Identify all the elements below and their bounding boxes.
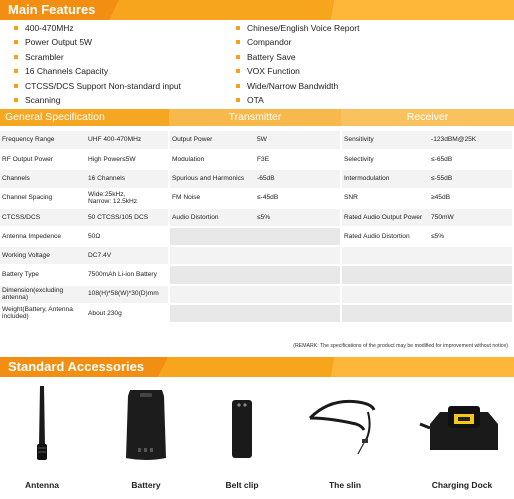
bullet-icon: [14, 69, 18, 73]
receiver-spec-value: [429, 285, 512, 304]
general-spec-value: DC7.4V: [86, 246, 169, 265]
accessory-belt-clip: [196, 380, 288, 495]
general-spec-label: Working Voltage: [0, 246, 86, 265]
features-list: [0, 22, 514, 105]
bullet-icon: [14, 98, 18, 102]
transmitter-spec-value: ≤-45dB: [255, 189, 341, 208]
receiver-spec-label: [341, 265, 429, 284]
receiver-spec-value: ≤-55dB: [429, 169, 512, 188]
receiver-spec-label: Rated Audio Distortion: [341, 227, 429, 246]
bullet-icon: [14, 55, 18, 59]
bullet-icon: [14, 84, 18, 88]
transmitter-spec-label: Audio Distortion: [169, 208, 255, 227]
transmitter-spec-label: [169, 304, 255, 323]
general-spec-label: CTCSS/DCS: [0, 208, 86, 227]
transmitter-spec-value: F3E: [255, 150, 341, 169]
spec-row: [0, 304, 512, 323]
transmitter-spec-value: ≤5%: [255, 208, 341, 227]
spec-row: [0, 169, 512, 188]
receiver-spec-label: SNR: [341, 189, 429, 208]
charging-dock-icon: [410, 384, 514, 462]
bullet-icon: [236, 26, 240, 30]
accessory-label: Charging Dock: [431, 480, 493, 490]
transmitter-header: Transmitter: [169, 109, 341, 126]
receiver-spec-value: ≤5%: [429, 227, 512, 246]
transmitter-spec-label: FM Noise: [169, 189, 255, 208]
spec-row: [0, 246, 512, 265]
receiver-spec-label: Selectivity: [341, 150, 429, 169]
transmitter-spec-value: 5W: [255, 131, 341, 150]
spec-row: [0, 131, 512, 150]
bullet-icon: [236, 55, 240, 59]
accessory-lanyard: [300, 380, 390, 495]
spec-header-row: [0, 109, 514, 126]
general-spec-value: High Power≤5W: [86, 150, 169, 169]
accessories-row: [0, 380, 514, 495]
transmitter-spec-label: Spurious and Harmonics: [169, 169, 255, 188]
accessory-label: Battery: [131, 480, 161, 490]
transmitter-spec-value: [255, 246, 341, 265]
main-features-banner: [0, 0, 514, 20]
receiver-spec-value: 750mW: [429, 208, 512, 227]
spec-row: [0, 208, 512, 227]
feature-label: Chinese/English Voice Report: [247, 23, 360, 33]
spec-row: [0, 227, 512, 246]
accessories-banner: [0, 357, 514, 377]
receiver-spec-label: Rated Audio Output Power: [341, 208, 429, 227]
feature-label: Scanning: [25, 95, 61, 105]
receiver-spec-value: -123dBM@25K: [429, 131, 512, 150]
general-spec-header: General Specification: [0, 109, 169, 126]
feature-label: VOX Function: [247, 66, 300, 77]
receiver-spec-label: [341, 285, 429, 304]
bullet-icon: [14, 40, 18, 44]
general-spec-label: RF Output Power: [0, 150, 86, 169]
accessories-title: Standard Accessories: [0, 357, 158, 377]
bullet-icon: [236, 40, 240, 44]
feature-label: Scrambler: [25, 51, 64, 62]
accessory-battery: [100, 380, 192, 495]
bullet-icon: [236, 84, 240, 88]
transmitter-spec-label: [169, 285, 255, 304]
receiver-spec-value: [429, 246, 512, 265]
transmitter-spec-value: -65dB: [255, 169, 341, 188]
transmitter-spec-label: [169, 246, 255, 265]
transmitter-spec-value: [255, 265, 341, 284]
battery-icon: [100, 384, 192, 462]
feature-label: Compandor: [247, 37, 292, 48]
feature-label: OTA: [247, 95, 264, 105]
general-spec-value: Wide:25kHz, Narrow: 12.5kHz: [86, 189, 169, 208]
antenna-icon: [0, 384, 84, 462]
general-spec-label: Antenna Impedence: [0, 227, 86, 246]
transmitter-spec-label: [169, 227, 255, 246]
banner-stripe: [314, 357, 514, 377]
general-spec-label: Channel Spacing: [0, 189, 86, 208]
general-spec-value: 50Ω: [86, 227, 169, 246]
general-spec-value: About 230g: [86, 304, 169, 323]
receiver-header: Receiver: [341, 109, 514, 126]
transmitter-spec-value: [255, 285, 341, 304]
general-spec-label: Dimension(excluding antenna): [0, 285, 86, 304]
lanyard-icon: [300, 384, 390, 462]
accessory-label: Antenna: [25, 480, 59, 490]
accessory-charging-dock: [410, 380, 514, 495]
spec-row: [0, 189, 512, 208]
general-spec-value: 50 CTCSS/105 DCS: [86, 208, 169, 227]
receiver-spec-value: ≤-65dB: [429, 150, 512, 169]
general-spec-label: Frequency Range: [0, 131, 86, 150]
general-spec-value: UHF 400-470MHz: [86, 131, 169, 150]
bullet-icon: [236, 69, 240, 73]
belt-clip-icon: [196, 384, 288, 462]
receiver-spec-label: [341, 246, 429, 265]
banner-stripe: [314, 0, 514, 20]
receiver-spec-value: [429, 304, 512, 323]
accessory-label: Belt clip: [225, 480, 259, 490]
accessory-label: The slin: [328, 480, 362, 490]
receiver-spec-label: Intermodulation: [341, 169, 429, 188]
receiver-spec-label: Sensitivity: [341, 131, 429, 150]
general-spec-value: 16 Channels: [86, 169, 169, 188]
general-spec-label: Weight(Battery, Antenna included): [0, 304, 86, 323]
bullet-icon: [14, 26, 18, 30]
transmitter-spec-label: Output Power: [169, 131, 255, 150]
receiver-spec-label: [341, 304, 429, 323]
bullet-icon: [236, 98, 240, 102]
feature-label: Battery Save: [247, 51, 296, 62]
accessory-antenna: [0, 380, 84, 495]
general-spec-label: Channels: [0, 169, 86, 188]
feature-label: CTCSS/DCS Support Non-standard input: [25, 80, 181, 91]
spec-row: [0, 285, 512, 304]
receiver-spec-value: [429, 265, 512, 284]
general-spec-value: 7500mAh Li-ion Battery: [86, 265, 169, 284]
transmitter-spec-value: [255, 304, 341, 323]
feature-label: Wide/Narrow Bandwidth: [247, 80, 339, 91]
transmitter-spec-value: [255, 227, 341, 246]
spec-row: [0, 150, 512, 169]
receiver-spec-value: ≥45dB: [429, 189, 512, 208]
main-features-title: Main Features: [0, 0, 109, 20]
spec-table: [0, 131, 512, 324]
feature-label: 400-470MHz: [25, 23, 74, 33]
feature-label: 16 Channels Capacity: [25, 66, 109, 77]
remark-note: (REMARK: The specifications of the product may be modified for improvement without notice): [293, 343, 508, 349]
general-spec-value: 108(H)*58(W)*30(D)mm: [86, 285, 169, 304]
feature-label: Power Output 5W: [25, 37, 93, 48]
transmitter-spec-label: Modulation: [169, 150, 255, 169]
spec-row: [0, 265, 512, 284]
transmitter-spec-label: [169, 265, 255, 284]
general-spec-label: Battery Type: [0, 265, 86, 284]
